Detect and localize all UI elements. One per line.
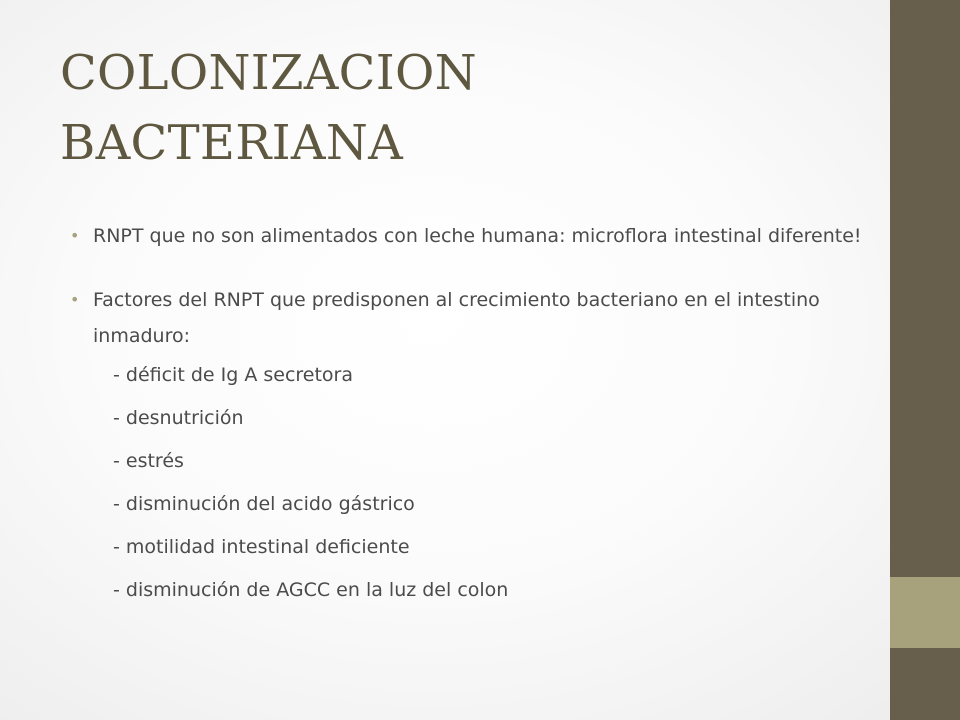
bullet-marker-icon: • <box>70 290 80 309</box>
factor-list-item: - disminución del acido gástrico <box>113 493 415 515</box>
bullet-item <box>70 282 870 354</box>
factor-list-item: - motilidad intestinal deficiente <box>113 536 410 558</box>
factor-list <box>70 354 870 612</box>
factor-list-item: - estrés <box>113 450 184 472</box>
side-decoration-band <box>890 0 960 720</box>
side-band-dark-bottom <box>890 648 960 720</box>
side-band-dark-top <box>890 0 960 577</box>
side-band-light-segment <box>890 577 960 648</box>
slide-content <box>70 218 870 612</box>
factor-list-item: - déficit de Ig A secretora <box>113 364 354 386</box>
bullet-text: RNPT que no son alimentados con leche humana: microflora intestinal diferente! <box>93 225 862 247</box>
factor-list-item: - disminución de AGCC en la luz del colon <box>113 579 509 601</box>
bullet-item <box>70 218 870 254</box>
bullet-marker-icon: • <box>70 226 80 245</box>
slide-title-line-2: BACTERIANA <box>60 115 404 171</box>
slide-title-line-1: COLONIZACION <box>60 45 477 101</box>
bullet-text: Factores del RNPT que predisponen al crecimiento bacteriano en el intestino inmaduro: <box>93 289 820 347</box>
factor-list-item: - desnutrición <box>113 407 244 429</box>
slide-title <box>60 38 860 178</box>
